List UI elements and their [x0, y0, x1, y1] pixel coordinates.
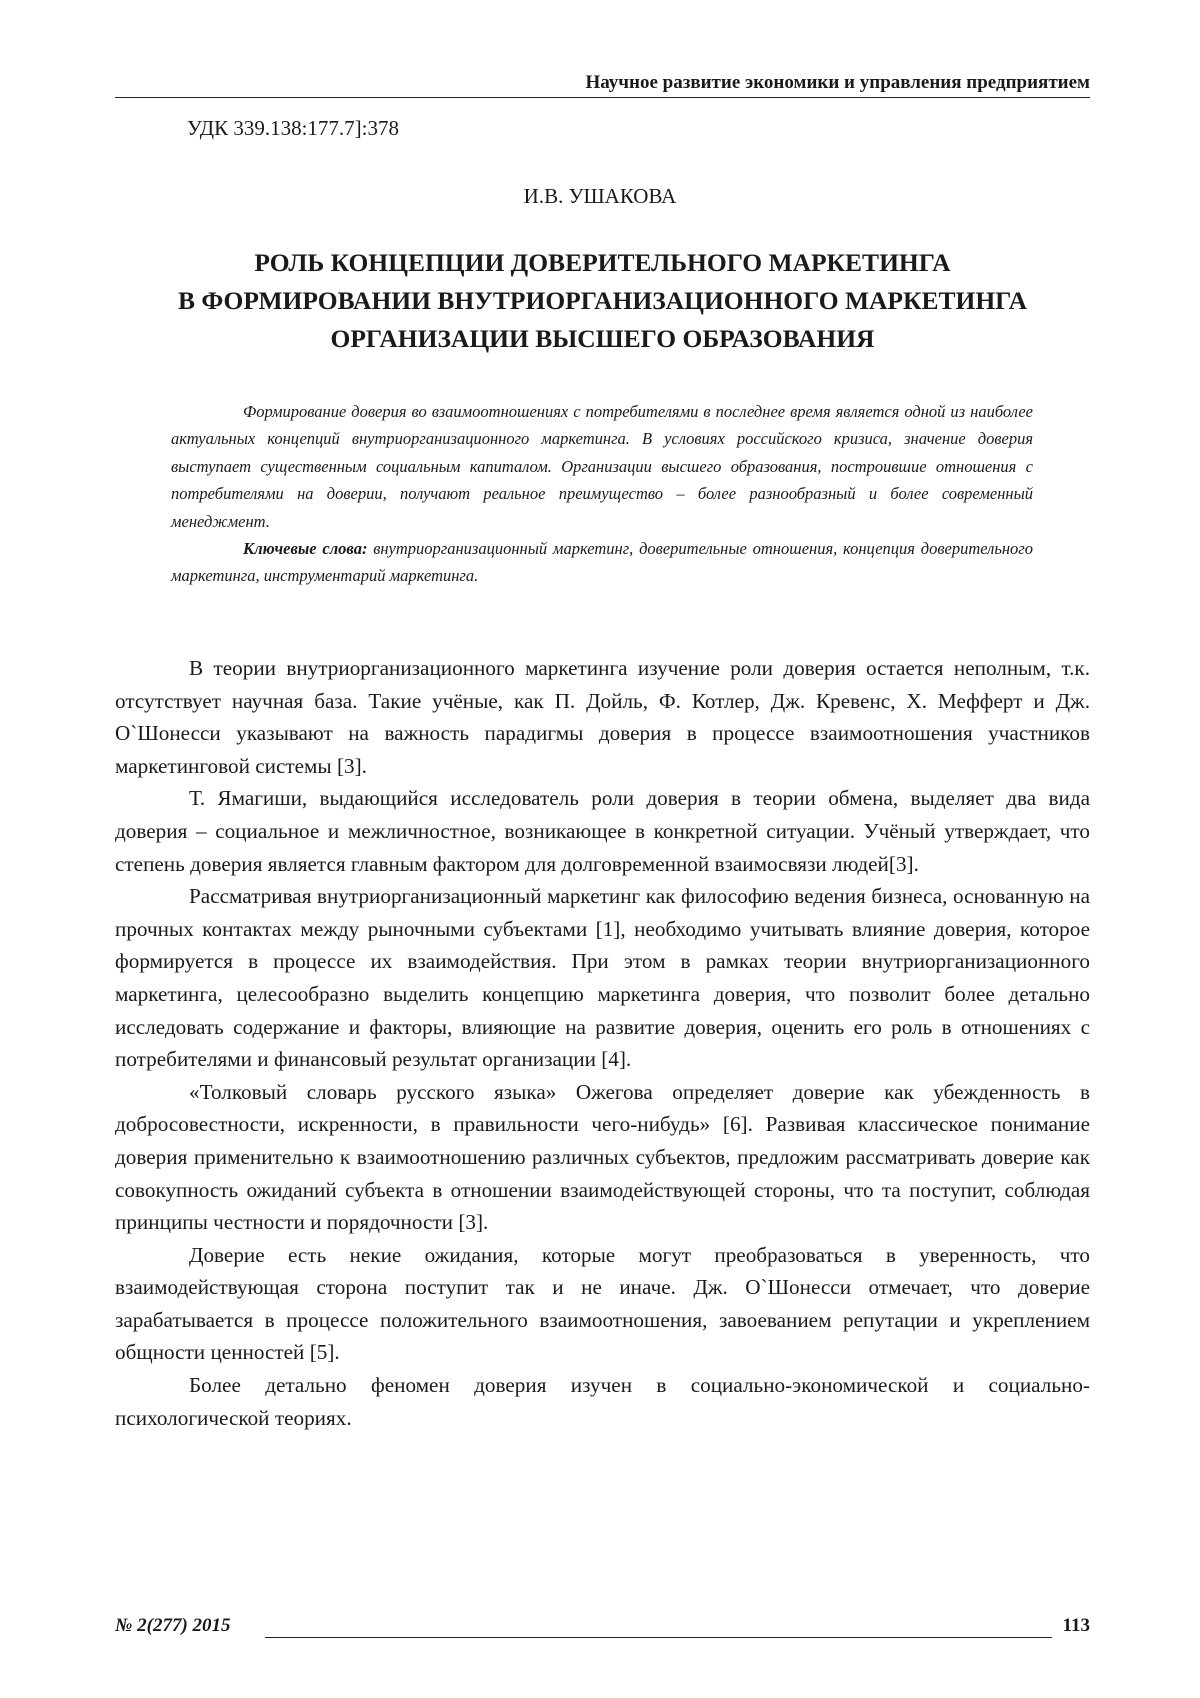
footer-rule [265, 1637, 1052, 1638]
article-body [115, 652, 1090, 1434]
issue-number: № 2(277) 2015 [115, 1615, 231, 1637]
title-line: РОЛЬ КОНЦЕПЦИИ ДОВЕРИТЕЛЬНОГО МАРКЕТИНГА [115, 244, 1090, 282]
body-paragraph: Т. Ямагиши, выдающийся исследователь роли доверия в теории обмена, выделяет два вида доверия – социальное и межличностное, возникающее в конкретной ситуации. Учёный утверждает, что степень доверия является главным фактором для долговременной взаимосвязи людей[3]. [115, 782, 1090, 880]
abstract [171, 398, 1033, 590]
page-number: 113 [1063, 1615, 1090, 1637]
keywords [171, 535, 1033, 590]
body-paragraph: Доверие есть некие ожидания, которые могут преобразоваться в уверенность, что взаимодействующая сторона поступит так и не иначе. Дж. О`Шонесси отмечает, что доверие зарабатывается в процессе положительного взаимоотношения, завоеванием репутации и укреплением общности ценностей [5]. [115, 1239, 1090, 1369]
body-paragraph: «Толковый словарь русского языка» Ожегова определяет доверие как убежденность в добросовестности, искренности, в правильности чего-нибудь» [6]. Развивая классическое понимание доверия применительно к взаимоотношению различных субъектов, предложим рассматривать доверие как совокупность ожиданий субъекта в отношении взаимодействующей стороны, что та поступит, соблюдая принципы честности и порядочности [3]. [115, 1076, 1090, 1239]
article-title [115, 244, 1090, 358]
udc-code: УДК 339.138:177.7]:378 [187, 116, 399, 141]
keywords-text: внутриорганизационный маркетинг, доверительные отношения, концепция доверительного маркетинга, инструментарий маркетинга. [171, 539, 1033, 585]
body-paragraph: В теории внутриорганизационного маркетинга изучение роли доверия остается неполным, т.к. отсутствует научная база. Такие учёные, как П. Дойль, Ф. Котлер, Дж. Кревенс, Х. Мефферт и Дж. О`Шонесси указывают на важность парадигмы доверия в процессе взаимоотношения участников маркетинговой системы [3]. [115, 652, 1090, 782]
body-paragraph: Более детально феномен доверия изучен в социально-экономической и социально-психологической теориях. [115, 1369, 1090, 1434]
author-name: И.В. УШАКОВА [0, 184, 1200, 209]
keywords-label: Ключевые слова: [243, 539, 367, 558]
body-paragraph: Рассматривая внутриорганизационный маркетинг как философию ведения бизнеса, основанную на прочных контактах между рыночными субъектами [1], необходимо учитывать влияние доверия, которое формируется в процессе их взаимодействия. При этом в рамках теории внутриорганизационного маркетинга, целесообразно выделить концепцию маркетинга доверия, что позволит более детально исследовать содержание и факторы, влияющие на развитие доверия, оценить его роль в отношениях с потребителями и финансовый результат организации [4]. [115, 880, 1090, 1076]
title-line: В ФОРМИРОВАНИИ ВНУТРИОРГАНИЗАЦИОННОГО МАРКЕТИНГА [115, 282, 1090, 320]
title-line: ОРГАНИЗАЦИИ ВЫСШЕГО ОБРАЗОВАНИЯ [115, 320, 1090, 358]
running-head: Научное развитие экономики и управления предприятием [115, 72, 1090, 98]
page-footer [115, 1615, 1090, 1641]
abstract-text: Формирование доверия во взаимоотношениях с потребителями в последнее время является одной из наиболее актуальных концепций внутриорганизационного маркетинга. В условиях российского кризиса, значение доверия выступает существенным социальным капиталом. Организации высшего образования, построившие отношения с потребителями на доверии, получают реальное преимущество – более разнообразный и более современный менеджмент. [171, 398, 1033, 535]
